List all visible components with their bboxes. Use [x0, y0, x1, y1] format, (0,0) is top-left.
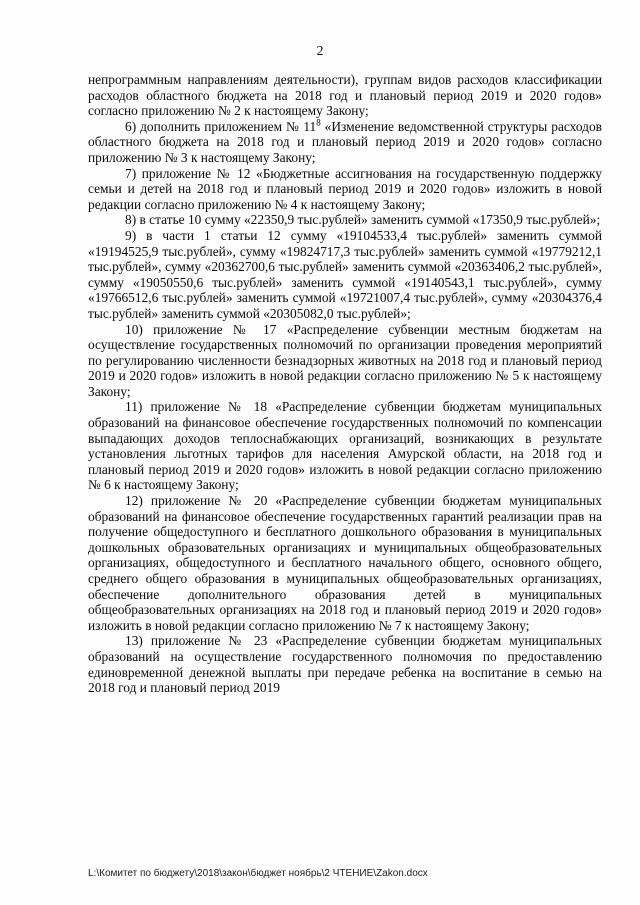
footer-file-path: L:\Комитет по бюджету\2018\закон\бюджет ноябрь\2 ЧТЕНИЕ\Zakon.docx: [88, 868, 428, 879]
paragraph-item-13: 13) приложение № 23 «Распределение субвенции бюджетам муниципальных образований на осуществление государственного полномочия по предоставлению единовременной денежной выплаты при передаче ребенка на воспитание в семью на 2018 год и плановый период 2019: [88, 633, 602, 696]
paragraph-item-5-continued: непрограммным направлениям деятельности), группам видов расходов классификации расходов областного бюджета на 2018 год и плановый период 2019 и 2020 годов» согласно приложению № 2 к настоящему Закону;: [88, 72, 602, 119]
paragraph-item-9: 9) в части 1 статьи 12 сумму «19104533,4 тыс.рублей» заменить суммой «19194525,9 тыс.рублей», сумму «19824717,3 тыс.рублей» заменить суммой «19779212,1 тыс.рублей», сумму «20362700,6 тыс.рублей» заменить суммой «20363406,2 тыс.рублей», сумму «19050550,6 тыс.рублей» заменить суммой «19140543,1 тыс.рублей», сумму «19766512,6 тыс.рублей» заменить суммой «19721007,4 тыс.рублей», сумму «20304376,4 тыс.рублей» заменить суммой «20305082,0 тыс.рублей»;: [88, 227, 602, 321]
paragraph-item-11: 11) приложение № 18 «Распределение субвенции бюджетам муниципальных образований на финансовое обеспечение государственных полномочий по компенсации выпадающих доходов теплоснабжающих организаций, возникающих в результате установления льготных тарифов для населения Амурской области, на 2018 год и плановый период 2019 и 2020 годов» изложить в новой редакции согласно приложению № 6 к настоящему Закону;: [88, 399, 602, 493]
paragraph-item-6: [88, 119, 602, 166]
paragraph-item-6-text-start: 6) дополнить приложением № 11: [125, 118, 317, 134]
paragraph-item-6-text-end: «Изменение ведомственной структуры расходов областного бюджета на 2018 год и плановый период 2019 и 2020 годов» согласно приложению № 3 к настоящему Закону;: [88, 118, 602, 165]
document-body: [88, 72, 602, 696]
paragraph-item-12: 12) приложение № 20 «Распределение субвенции бюджетам муниципальных образований на финансовое обеспечение государственных гарантий реализации прав на получение общедоступного и бесплатного дошкольного образования в муниципальных дошкольных образовательных организациях и муниципальных общеобразовательных организациях, общедоступного и бесплатного начального общего, основного общего, среднего общего образования в муниципальных общеобразовательных организациях, обеспечение дополнительного образования детей в муниципальных общеобразовательных организациях на 2018 год и плановый период 2019 и 2020 годов» изложить в новой редакции согласно приложению № 7 к настоящему Закону;: [88, 493, 602, 633]
paragraph-item-10: 10) приложение № 17 «Распределение субвенции местным бюджетам на осуществление государственных полномочий по организации проведения мероприятий по регулированию численности безнадзорных животных на 2018 год и плановый период 2019 и 2020 годов» изложить в новой редакции согласно приложению № 5 к настоящему Закону;: [88, 321, 602, 399]
paragraph-item-8: 8) в статье 10 сумму «22350,9 тыс.рублей» заменить суммой «17350,9 тыс.рублей»;: [125, 212, 601, 228]
paragraph-item-7: 7) приложение № 12 «Бюджетные ассигнования на государственную поддержку семьи и детей на 2018 год и плановый период 2019 и 2020 годов» изложить в новой редакции согласно приложению № 4 к настоящему Закону;: [88, 165, 602, 212]
page-number: 2: [316, 44, 324, 59]
appendix-superscript: 8: [316, 117, 321, 128]
